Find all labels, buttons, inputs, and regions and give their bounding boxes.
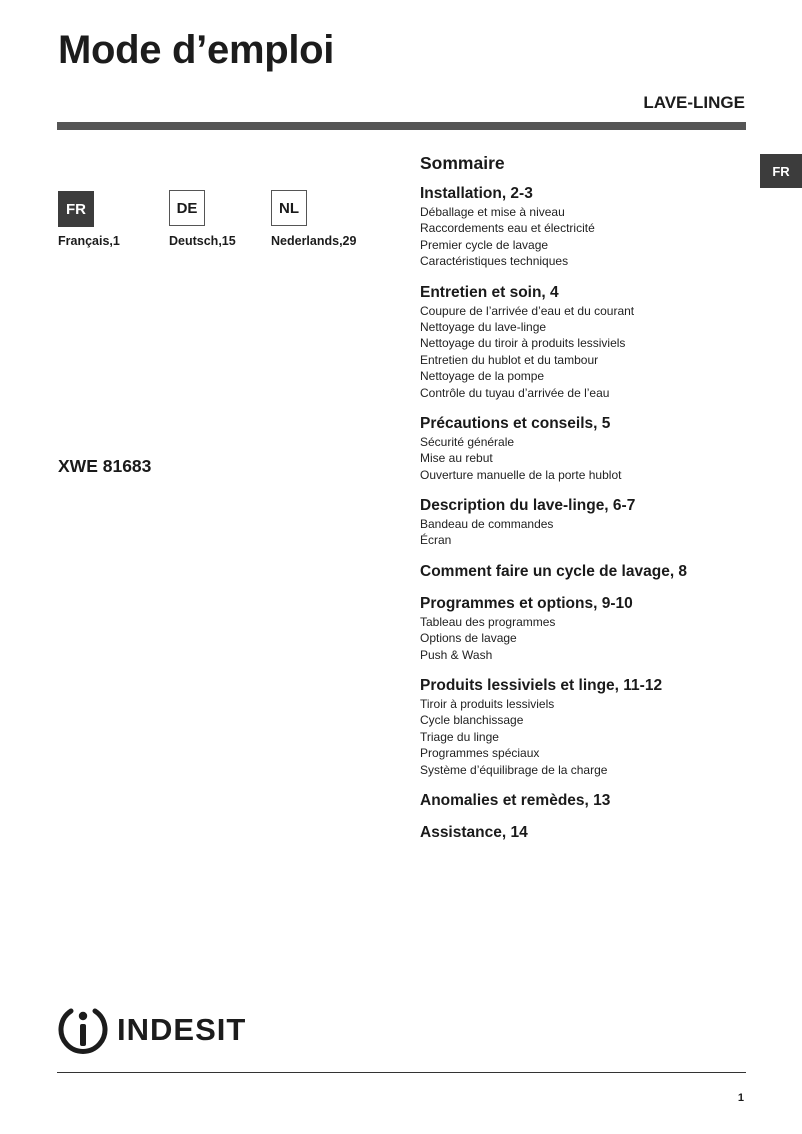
toc-item: Triage du linge [420, 729, 499, 744]
toc-item: Caractéristiques techniques [420, 254, 569, 269]
footer-divider [57, 1072, 746, 1073]
toc-item: Nettoyage du tiroir à produits lessiviels [420, 336, 626, 351]
toc-item: Premier cycle de lavage [420, 237, 549, 252]
toc-heading: Sommaire [420, 153, 505, 173]
model-number: XWE 81683 [58, 456, 152, 476]
language-label-nl: Nederlands,29 [271, 234, 357, 248]
toc-item: Ouverture manuelle de la porte hublot [420, 467, 622, 482]
toc-item: Cycle blanchissage [420, 713, 524, 728]
toc-item: Options de lavage [420, 631, 517, 646]
toc-section-title: Précautions et conseils, 5 [420, 414, 611, 432]
brand-name: INDESIT [117, 1011, 247, 1047]
toc-item: Contrôle du tuyau d’arrivée de l’eau [420, 385, 610, 400]
toc-section-title: Comment faire un cycle de lavage, 8 [420, 562, 688, 580]
toc-section-title: Produits lessiviels et linge, 11-12 [420, 677, 663, 695]
toc-item: Tableau des programmes [420, 614, 556, 629]
toc-item: Programmes spéciaux [420, 746, 540, 761]
toc-item: Entretien du hublot et du tambour [420, 352, 599, 367]
toc-section-cycle [420, 562, 750, 581]
toc-section-title: Anomalies et remèdes, 13 [420, 791, 611, 809]
toc-section-title: Description du lave-linge, 6-7 [420, 497, 636, 515]
toc-section-precautions [420, 414, 750, 483]
toc-section-description [420, 496, 750, 549]
toc-section-entretien [420, 283, 750, 401]
toc-item: Écran [420, 533, 452, 548]
language-box-nl: NL [271, 190, 307, 226]
language-side-tab: FR [760, 154, 802, 188]
toc-item: Système d’équilibrage de la charge [420, 762, 608, 777]
toc-section-title: Installation, 2-3 [420, 185, 533, 202]
language-box-fr: FR [58, 191, 94, 227]
toc-item: Nettoyage de la pompe [420, 369, 545, 384]
toc-item: Tiroir à produits lessiviels [420, 697, 555, 712]
toc-item: Mise au rebut [420, 451, 493, 466]
header-divider [57, 122, 746, 130]
toc-item: Coupure de l’arrivée d’eau et du courant [420, 303, 635, 318]
toc-item: Bandeau de commandes [420, 517, 554, 532]
table-of-contents [420, 151, 750, 855]
toc-item: Déballage et mise à niveau [420, 205, 565, 219]
toc-section-title: Entretien et soin, 4 [420, 283, 559, 301]
product-type-label: LAVE-LINGE [643, 93, 745, 112]
brand-logo [57, 1003, 246, 1055]
toc-section-title: Assistance, 14 [420, 823, 528, 841]
document-title: Mode d’emploi [58, 28, 335, 72]
language-label-de: Deutsch,15 [169, 234, 236, 248]
toc-item: Nettoyage du lave-linge [420, 319, 547, 334]
toc-section-produits [420, 676, 750, 778]
toc-section-anomalies [420, 791, 750, 810]
toc-section-title: Programmes et options, 9-10 [420, 594, 633, 612]
language-label-fr: Français,1 [58, 234, 120, 248]
page-number: 1 [737, 1092, 744, 1104]
language-box-de: DE [169, 190, 205, 226]
toc-item: Raccordements eau et électricité [420, 221, 595, 236]
toc-item: Push & Wash [420, 647, 493, 662]
toc-section-programmes [420, 594, 750, 663]
toc-section-installation [420, 184, 750, 270]
indesit-logo-icon [57, 1003, 109, 1055]
toc-item: Sécurité générale [420, 434, 515, 449]
toc-section-assistance [420, 823, 750, 842]
